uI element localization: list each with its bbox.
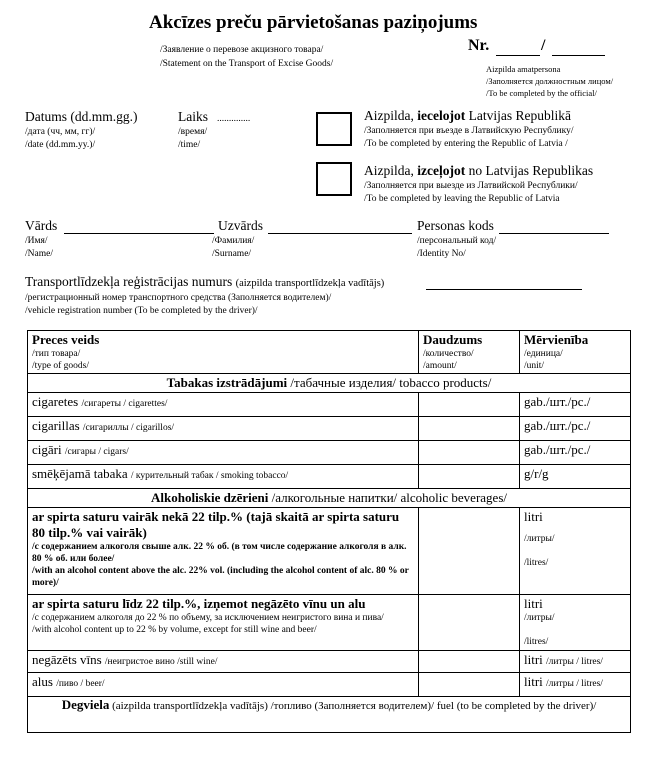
cigarettes-lv: cigaretes bbox=[32, 394, 79, 409]
header-goods-lv: Preces veids bbox=[32, 332, 100, 347]
table-row bbox=[28, 651, 631, 673]
date-label: Datums (dd.mm.gg.) bbox=[25, 109, 138, 124]
header-unit-en: /unit/ bbox=[524, 361, 545, 371]
table-row bbox=[28, 465, 631, 489]
vehicle-note: (aizpilda transportlīdzekļa vadītājs) bbox=[235, 278, 385, 289]
cigars-unit: gab./шт./pc./ bbox=[520, 441, 631, 465]
exit-checkbox[interactable] bbox=[316, 162, 352, 196]
strong-alcohol-ru: /с содержанием алкоголя свыше алк. 22 % об. (в том числе содержание алкоголя в алк. 80 % об. или более/ bbox=[32, 542, 407, 564]
cigarillos-rest: /сигариллы / cigarillos/ bbox=[82, 423, 175, 433]
weak-unit-lv: litri bbox=[524, 596, 543, 611]
strong-alcohol-unit bbox=[520, 508, 631, 595]
nr-label: Nr. bbox=[468, 37, 490, 54]
weak-alcohol-en: /with alcohol content up to 22 % by volume, except for still wine and beer/ bbox=[32, 625, 317, 635]
official-en: /To be completed by the official/ bbox=[486, 88, 597, 98]
weak-alcohol-amount[interactable] bbox=[419, 595, 520, 651]
exit-suffix: no Latvijas Republikas bbox=[468, 163, 594, 178]
time-field[interactable]: .............. bbox=[217, 114, 251, 124]
page-title: Akcīzes preču pārvietošanas paziņojums bbox=[149, 12, 478, 33]
surname-label: Uzvārds bbox=[218, 218, 263, 233]
exit-ru: /Заполняется при выезде из Латвийской Республики/ bbox=[364, 181, 578, 191]
header-amount bbox=[419, 331, 520, 374]
nr-field-2[interactable] bbox=[552, 55, 605, 56]
header-amount-en: /amount/ bbox=[423, 361, 457, 371]
entry-suffix: Latvijas Republikā bbox=[468, 108, 571, 123]
tobacco-section bbox=[28, 374, 631, 393]
beer-amount[interactable] bbox=[419, 673, 520, 697]
name-en: /Name/ bbox=[25, 249, 53, 259]
beer-unit-rest: /литры / litres/ bbox=[546, 679, 603, 689]
date-ru: /дата (чч, мм, гг)/ bbox=[25, 127, 96, 137]
still-wine-unit-rest: /литры / litres/ bbox=[546, 657, 603, 667]
header-unit-lv: Mērvienība bbox=[524, 332, 589, 347]
still-wine-cell bbox=[28, 651, 419, 673]
header-goods-ru: /тип товара/ bbox=[32, 349, 81, 359]
cigarettes-amount[interactable] bbox=[419, 393, 520, 417]
fuel-section-row bbox=[28, 697, 631, 733]
official-ru: /Заполняется должностным лицом/ bbox=[486, 76, 614, 86]
name-ru: /Имя/ bbox=[25, 236, 48, 246]
still-wine-lv: negāzēts vīns bbox=[32, 652, 102, 667]
weak-alcohol-lv: ar spirta saturu līdz 22 tilp.%, izņemot negāzēto vīnu un alu bbox=[32, 596, 366, 611]
cigars-lv: cigāri bbox=[32, 442, 62, 457]
strong-unit-lv: litri bbox=[524, 509, 543, 524]
goods-table bbox=[27, 330, 631, 733]
fuel-rest: (aizpilda transportlīdzekļa vadītājs) /топливо (Заполняется водителем)/ fuel (to be completed by the driver)/ bbox=[112, 700, 597, 712]
fuel-title: Degviela bbox=[61, 697, 110, 712]
table-row bbox=[28, 595, 631, 651]
title-en: /Statement on the Transport of Excise Goods/ bbox=[160, 59, 334, 69]
title-ru: /Заявление о перевозе акцизного товара/ bbox=[160, 45, 324, 55]
cigarillos-amount[interactable] bbox=[419, 417, 520, 441]
vehicle-label bbox=[25, 274, 384, 290]
still-wine-rest: /неигристое вино /still wine/ bbox=[104, 657, 218, 667]
entry-ru: /Заполняется при въезде в Латвийскую Республику/ bbox=[364, 126, 574, 136]
date-en: /date (dd.mm.yy.)/ bbox=[25, 140, 96, 150]
cigarettes-rest: /сигареты / cigarettes/ bbox=[81, 399, 168, 409]
tobacco-section-row bbox=[28, 374, 631, 393]
entry-checkbox[interactable] bbox=[316, 112, 352, 146]
personal-code-label: Personas kods bbox=[417, 218, 494, 233]
nr-field-1[interactable] bbox=[496, 55, 540, 56]
beer-unit-lv: litri bbox=[524, 674, 543, 689]
table-header-row bbox=[28, 331, 631, 374]
beer-rest: /пиво / beer/ bbox=[56, 679, 105, 689]
time-en: /time/ bbox=[178, 140, 201, 150]
weak-alcohol-cell bbox=[28, 595, 419, 651]
exit-label bbox=[364, 163, 593, 179]
entry-label bbox=[364, 108, 571, 124]
still-wine-unit-lv: litri bbox=[524, 652, 543, 667]
alcohol-title-rest: /алкогольные напитки/ alcoholic beverages/ bbox=[271, 490, 507, 505]
beer-unit bbox=[520, 673, 631, 697]
personal-code-field[interactable] bbox=[499, 233, 609, 234]
time-ru: /время/ bbox=[178, 127, 208, 137]
strong-alcohol-en: /with an alcohol content above the alc. 22% vol. (including the alcohol content of alc. 80 % or more)/ bbox=[32, 566, 409, 588]
name-label: Vārds bbox=[25, 218, 58, 233]
beer-cell bbox=[28, 673, 419, 697]
table-row bbox=[28, 508, 631, 595]
alcohol-section-row bbox=[28, 489, 631, 508]
header-unit-ru: /единица/ bbox=[524, 349, 563, 359]
fuel-section bbox=[28, 697, 631, 733]
exit-bold: izceļojot bbox=[417, 163, 466, 178]
table-row bbox=[28, 417, 631, 441]
smoking-tobacco-lv: smēķējamā tabaka bbox=[32, 466, 128, 481]
cigarillos-lv: cigarillas bbox=[32, 418, 80, 433]
exit-en: /To be completed by leaving the Republic of Latvia bbox=[364, 194, 560, 204]
strong-alcohol-amount[interactable] bbox=[419, 508, 520, 595]
personal-code-en: /Identity No/ bbox=[417, 249, 466, 259]
weak-unit-en: /litres/ bbox=[524, 637, 549, 647]
tobacco-title-rest: /табачные изделия/ tobacco products/ bbox=[290, 375, 492, 390]
personal-code-ru: /персональный код/ bbox=[417, 236, 497, 246]
smoking-tobacco-unit: g/r/g bbox=[520, 465, 631, 489]
surname-ru: /Фамилия/ bbox=[212, 236, 255, 246]
still-wine-amount[interactable] bbox=[419, 651, 520, 673]
tobacco-title: Tabakas izstrādājumi bbox=[166, 375, 288, 390]
official-lv: Aizpilda amatpersona bbox=[486, 64, 561, 74]
name-field[interactable] bbox=[64, 233, 214, 234]
header-unit bbox=[520, 331, 631, 374]
exit-prefix: Aizpilda, bbox=[364, 163, 414, 178]
entry-en: /To be completed by entering the Republic of Latvia / bbox=[364, 139, 568, 149]
surname-en: /Surname/ bbox=[212, 249, 252, 259]
cigarettes-unit: gab./шт./pc./ bbox=[520, 393, 631, 417]
beer-lv: alus bbox=[32, 674, 53, 689]
table-row bbox=[28, 393, 631, 417]
time-label: Laiks bbox=[178, 109, 208, 124]
entry-bold: iecelojot bbox=[417, 108, 466, 123]
weak-alcohol-unit bbox=[520, 595, 631, 651]
nr-separator: / bbox=[541, 37, 546, 54]
vehicle-main: Transportlīdzekļa reģistrācijas numurs bbox=[25, 274, 233, 289]
cigarillos-unit: gab./шт./pc./ bbox=[520, 417, 631, 441]
smoking-tobacco-rest: / курительный табак / smoking tobacco/ bbox=[130, 471, 289, 481]
weak-alcohol-ru: /с содержанием алкоголя до 22 % по объему, за исключением неигристого вина и пива/ bbox=[32, 613, 384, 623]
alcohol-title: Alkoholiskie dzērieni bbox=[151, 490, 269, 505]
smoking-tobacco-cell bbox=[28, 465, 419, 489]
strong-alcohol-cell bbox=[28, 508, 419, 595]
cigars-cell bbox=[28, 441, 419, 465]
header-goods bbox=[28, 331, 419, 374]
alcohol-section bbox=[28, 489, 631, 508]
header-goods-en: /type of goods/ bbox=[32, 361, 89, 371]
surname-field[interactable] bbox=[268, 233, 412, 234]
cigarillos-cell bbox=[28, 417, 419, 441]
vehicle-en: /vehicle registration number (To be completed by the driver)/ bbox=[25, 306, 258, 316]
smoking-tobacco-amount[interactable] bbox=[419, 465, 520, 489]
strong-unit-ru: /литры/ bbox=[524, 534, 555, 544]
header-amount-ru: /количество/ bbox=[423, 349, 474, 359]
header-amount-lv: Daudzums bbox=[423, 332, 483, 347]
cigars-rest: /сигары / cigars/ bbox=[64, 447, 129, 457]
entry-prefix: Aizpilda, bbox=[364, 108, 414, 123]
cigars-amount[interactable] bbox=[419, 441, 520, 465]
vehicle-ru: /регистрационный номер транспортного средства (Заполняется водителем)/ bbox=[25, 293, 332, 303]
strong-alcohol-lv: ar spirta saturu vairāk nekā 22 tilp.% (tajā skaitā ar spirta saturu 80 tilp.% vai vairāk) bbox=[32, 509, 400, 540]
cigarettes-cell bbox=[28, 393, 419, 417]
table-row bbox=[28, 441, 631, 465]
table-row bbox=[28, 673, 631, 697]
vehicle-field[interactable] bbox=[426, 289, 582, 290]
still-wine-unit bbox=[520, 651, 631, 673]
weak-unit-ru: /литры/ bbox=[524, 613, 555, 623]
strong-unit-en: /litres/ bbox=[524, 558, 549, 568]
